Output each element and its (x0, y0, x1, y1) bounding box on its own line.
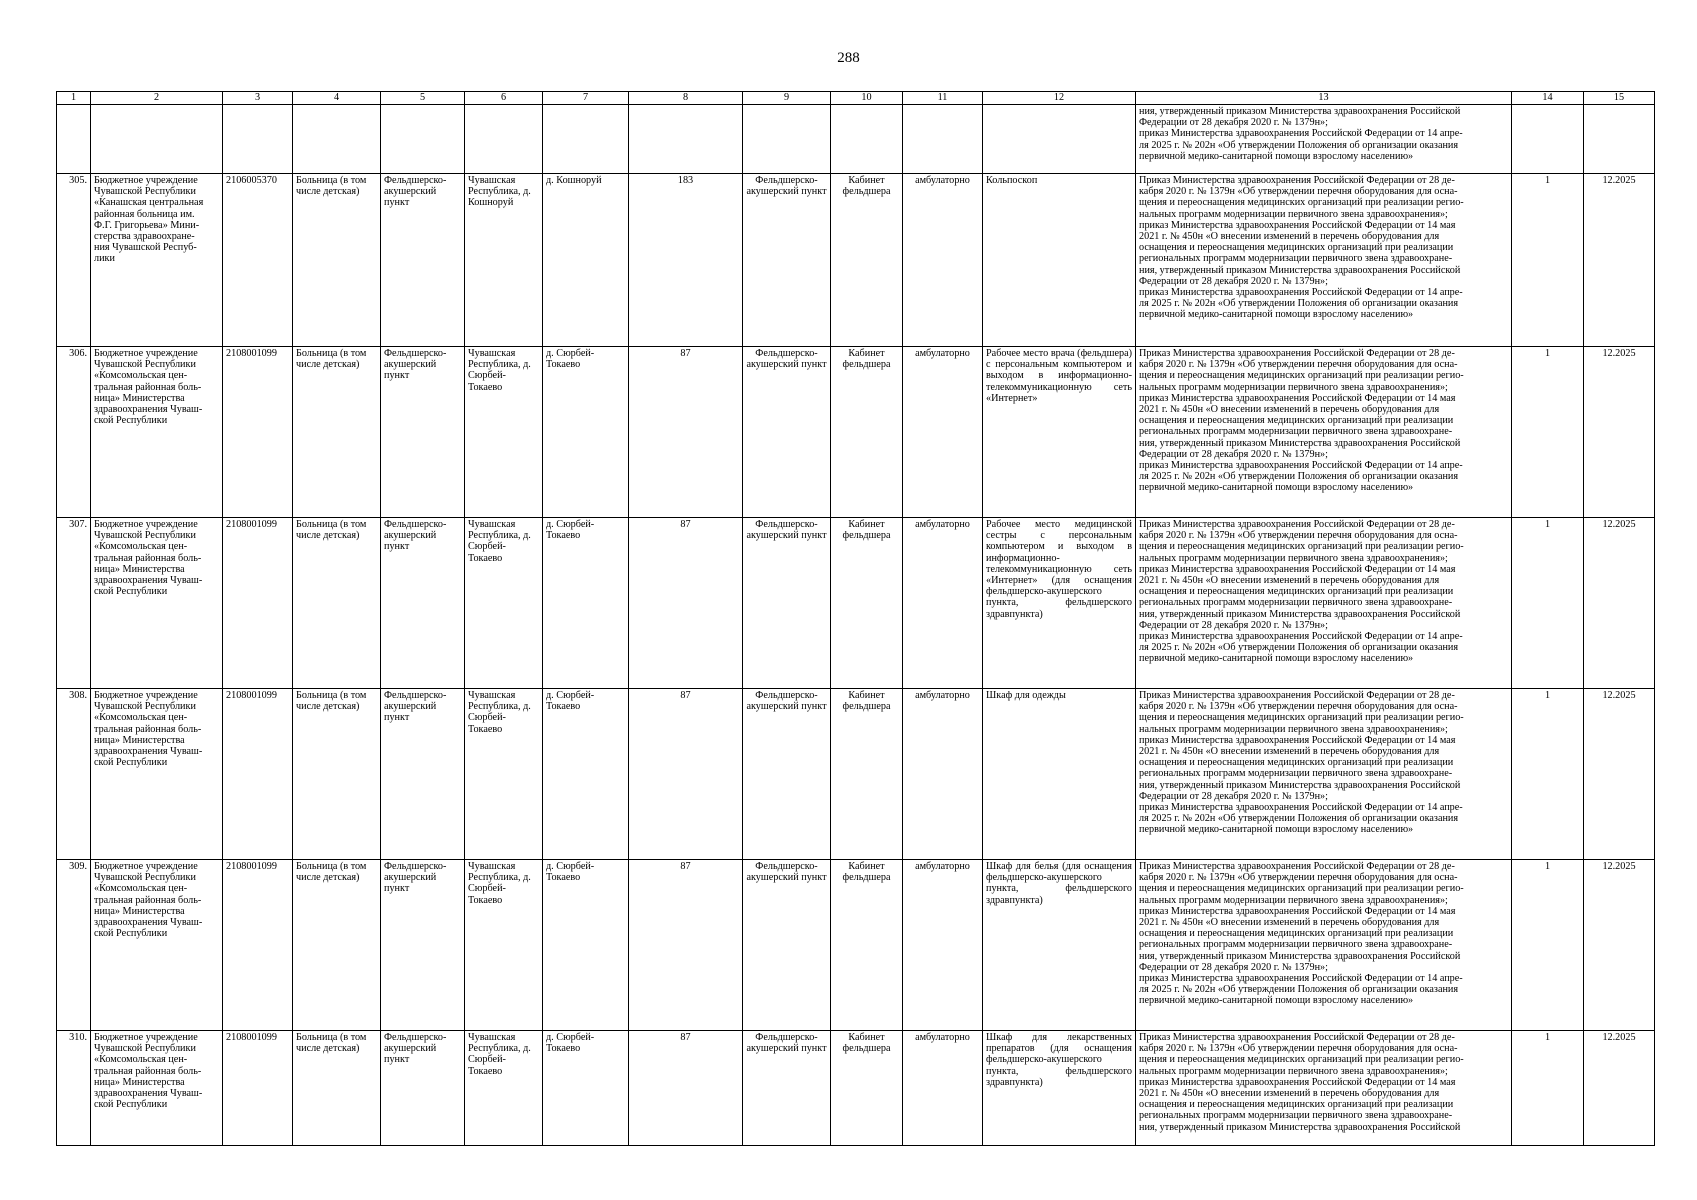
inn-code: 2108001099 (223, 347, 293, 518)
col-10-header: 10 (831, 92, 903, 105)
organization-name: Бюджетное учреждение Чувашской Республики «Комсомольская цен- тральная районная боль- ница» Министерства здравоохранения Чуваш- ской Республики (91, 689, 223, 860)
population-count: 87 (629, 860, 743, 1031)
col-4-header: 4 (293, 92, 381, 105)
structural-unit: Фельдшерско-акушерский пункт (381, 860, 465, 1031)
room-name: Кабинет фельдшера (831, 347, 903, 518)
locality: д. Сюрбей-Токаево (543, 518, 629, 689)
region-address: Чувашская Республика, д. Сюрбей-Токаево (465, 860, 543, 1031)
region-address: Чувашская Республика, д. Кошноруй (465, 174, 543, 347)
due-date: 12.2025 (1584, 860, 1655, 1031)
continuation-row (57, 105, 1655, 174)
facility-type: Больница (в том числе детская) (293, 518, 381, 689)
inn-code: 2108001099 (223, 1031, 293, 1146)
structural-unit: Фельдшерско-акушерский пункт (381, 174, 465, 347)
col-6-header: 6 (465, 92, 543, 105)
col-3-header: 3 (223, 92, 293, 105)
equipment-name: Шкаф для белья (для оснащения фельдшерско-акушерского пункта, фельдшерского здравпункта) (983, 860, 1136, 1031)
population-count: 183 (629, 174, 743, 347)
inn-code: 2108001099 (223, 860, 293, 1031)
equipment-table (56, 91, 1655, 1146)
due-date: 12.2025 (1584, 174, 1655, 347)
organization-name: Бюджетное учреждение Чувашской Республики «Комсомольская цен- тральная районная боль- ница» Министерства здравоохранения Чуваш- ской Республики (91, 1031, 223, 1146)
equipment-name: Рабочее место медицинской сестры с персональным компьютером и выходом в информационно-телекоммуникационную сеть «Интернет» (для оснащения фельдшерско-акушерского пункта, фельдшерского здравпункта) (983, 518, 1136, 689)
care-condition: амбулаторно (903, 174, 983, 347)
legal-basis: Приказ Министерства здравоохранения Российской Федерации от 28 де- кабря 2020 г. № 1379н «Об утверждении перечня оборудования для осна- щения и переоснащения медицинских организаций при реализации регио- нальных программ модернизации первичного звена здравоохранения»; приказ Министерства здравоохранения Российской Федерации от 14 мая 2021 г. № 450н «О внесении изменений в перечень оборудования для оснащения и переоснащения медицинских организаций при реализации региональных программ модернизации первичного звена здравоохране- ния, утвержденный приказом Министерства здравоохранения Российской (1136, 1031, 1512, 1146)
locality: д. Сюрбей-Токаево (543, 860, 629, 1031)
region-address: Чувашская Республика, д. Сюрбей-Токаево (465, 518, 543, 689)
equipment-name: Кольпоскоп (983, 174, 1136, 347)
care-condition: амбулаторно (903, 689, 983, 860)
quantity: 1 (1512, 1031, 1584, 1146)
region-address: Чувашская Республика, д. Сюрбей-Токаево (465, 347, 543, 518)
table-row (57, 1031, 1655, 1146)
organization-name: Бюджетное учреждение Чувашской Республики «Комсомольская цен- тральная районная боль- ница» Министерства здравоохранения Чуваш- ской Республики (91, 347, 223, 518)
quantity: 1 (1512, 347, 1584, 518)
row-number: 309. (57, 860, 91, 1031)
division-name: Фельдшерско-акушерский пункт (743, 347, 831, 518)
quantity: 1 (1512, 860, 1584, 1031)
table-row (57, 347, 1655, 518)
facility-type: Больница (в том числе детская) (293, 174, 381, 347)
col-2-header: 2 (91, 92, 223, 105)
col-13-header: 13 (1136, 92, 1512, 105)
care-condition: амбулаторно (903, 1031, 983, 1146)
quantity: 1 (1512, 518, 1584, 689)
division-name: Фельдшерско-акушерский пункт (743, 689, 831, 860)
structural-unit: Фельдшерско-акушерский пункт (381, 347, 465, 518)
inn-code: 2106005370 (223, 174, 293, 347)
division-name: Фельдшерско-акушерский пункт (743, 860, 831, 1031)
column-number-row (57, 92, 1655, 105)
row-number: 307. (57, 518, 91, 689)
row-number: 308. (57, 689, 91, 860)
due-date: 12.2025 (1584, 1031, 1655, 1146)
col-8-header: 8 (629, 92, 743, 105)
equipment-name: Шкаф для одежды (983, 689, 1136, 860)
col-5-header: 5 (381, 92, 465, 105)
organization-name: Бюджетное учреждение Чувашской Республики «Комсомольская цен- тральная районная боль- ница» Министерства здравоохранения Чуваш- ской Республики (91, 518, 223, 689)
due-date: 12.2025 (1584, 347, 1655, 518)
structural-unit: Фельдшерско-акушерский пункт (381, 689, 465, 860)
table-row (57, 860, 1655, 1031)
col-12-header: 12 (983, 92, 1136, 105)
legal-basis: Приказ Министерства здравоохранения Российской Федерации от 28 де- кабря 2020 г. № 1379н «Об утверждении перечня оборудования для осна- щения и переоснащения медицинских организаций при реализации регио- нальных программ модернизации первичного звена здравоохранения»; приказ Министерства здравоохранения Российской Федерации от 14 мая 2021 г. № 450н «О внесении изменений в перечень оборудования для оснащения и переоснащения медицинских организаций при реализации региональных программ модернизации первичного звена здравоохране- ния, утвержденный приказом Министерства здравоохранения Российской Федерации от 28 декабря 2020 г. № 1379н»; приказ Министерства здравоохранения Российской Федерации от 14 апре- ля 2025 г. № 202н «Об утверждении Положения об организации оказания первичной медико-санитарной помощи взрослому населению» (1136, 860, 1512, 1031)
population-count: 87 (629, 347, 743, 518)
inn-code: 2108001099 (223, 689, 293, 860)
equipment-name: Шкаф для лекарственных препаратов (для оснащения фельдшерско-акушерского пункта, фельдшерского здравпункта) (983, 1031, 1136, 1146)
continuation-basis: ния, утвержденный приказом Министерства здравоохранения Российской Федерации от 28 декабря 2020 г. № 1379н»; приказ Министерства здравоохранения Российской Федерации от 14 апре- ля 2025 г. № 202н «Об утверждении Положения об организации оказания первичной медико-санитарной помощи взрослому населению» (1136, 105, 1512, 174)
row-number: 310. (57, 1031, 91, 1146)
region-address: Чувашская Республика, д. Сюрбей-Токаево (465, 689, 543, 860)
locality: д. Сюрбей-Токаево (543, 347, 629, 518)
division-name: Фельдшерско-акушерский пункт (743, 174, 831, 347)
legal-basis: Приказ Министерства здравоохранения Российской Федерации от 28 де- кабря 2020 г. № 1379н «Об утверждении перечня оборудования для осна- щения и переоснащения медицинских организаций при реализации регио- нальных программ модернизации первичного звена здравоохранения»; приказ Министерства здравоохранения Российской Федерации от 14 мая 2021 г. № 450н «О внесении изменений в перечень оборудования для оснащения и переоснащения медицинских организаций при реализации региональных программ модернизации первичного звена здравоохране- ния, утвержденный приказом Министерства здравоохранения Российской Федерации от 28 декабря 2020 г. № 1379н»; приказ Министерства здравоохранения Российской Федерации от 14 апре- ля 2025 г. № 202н «Об утверждении Положения об организации оказания первичной медико-санитарной помощи взрослому населению» (1136, 174, 1512, 347)
locality: д. Сюрбей-Токаево (543, 1031, 629, 1146)
population-count: 87 (629, 689, 743, 860)
population-count: 87 (629, 518, 743, 689)
room-name: Кабинет фельдшера (831, 518, 903, 689)
facility-type: Больница (в том числе детская) (293, 347, 381, 518)
division-name: Фельдшерско-акушерский пункт (743, 1031, 831, 1146)
quantity: 1 (1512, 689, 1584, 860)
quantity: 1 (1512, 174, 1584, 347)
row-number: 306. (57, 347, 91, 518)
organization-name: Бюджетное учреждение Чувашской Республики «Комсомольская цен- тральная районная боль- ница» Министерства здравоохранения Чуваш- ской Республики (91, 860, 223, 1031)
organization-name: Бюджетное учреждение Чувашской Республики «Канашская центральная районная больница им. Ф.Г. Григорьева» Мини- стерства здравоохране- ния Чувашской Респуб- лики (91, 174, 223, 347)
due-date: 12.2025 (1584, 689, 1655, 860)
col-7-header: 7 (543, 92, 629, 105)
table-row (57, 518, 1655, 689)
care-condition: амбулаторно (903, 347, 983, 518)
locality: д. Кошноруй (543, 174, 629, 347)
row-number: 305. (57, 174, 91, 347)
facility-type: Больница (в том числе детская) (293, 689, 381, 860)
structural-unit: Фельдшерско-акушерский пункт (381, 1031, 465, 1146)
room-name: Кабинет фельдшера (831, 1031, 903, 1146)
room-name: Кабинет фельдшера (831, 860, 903, 1031)
table-row (57, 689, 1655, 860)
facility-type: Больница (в том числе детская) (293, 860, 381, 1031)
inn-code: 2108001099 (223, 518, 293, 689)
locality: д. Сюрбей-Токаево (543, 689, 629, 860)
room-name: Кабинет фельдшера (831, 689, 903, 860)
legal-basis: Приказ Министерства здравоохранения Российской Федерации от 28 де- кабря 2020 г. № 1379н «Об утверждении перечня оборудования для осна- щения и переоснащения медицинских организаций при реализации регио- нальных программ модернизации первичного звена здравоохранения»; приказ Министерства здравоохранения Российской Федерации от 14 мая 2021 г. № 450н «О внесении изменений в перечень оборудования для оснащения и переоснащения медицинских организаций при реализации региональных программ модернизации первичного звена здравоохране- ния, утвержденный приказом Министерства здравоохранения Российской Федерации от 28 декабря 2020 г. № 1379н»; приказ Министерства здравоохранения Российской Федерации от 14 апре- ля 2025 г. № 202н «Об утверждении Положения об организации оказания первичной медико-санитарной помощи взрослому населению» (1136, 518, 1512, 689)
col-1-header: 1 (57, 92, 91, 105)
col-15-header: 15 (1584, 92, 1655, 105)
region-address: Чувашская Республика, д. Сюрбей-Токаево (465, 1031, 543, 1146)
division-name: Фельдшерско-акушерский пункт (743, 518, 831, 689)
col-9-header: 9 (743, 92, 831, 105)
col-11-header: 11 (903, 92, 983, 105)
table-row (57, 174, 1655, 347)
legal-basis: Приказ Министерства здравоохранения Российской Федерации от 28 де- кабря 2020 г. № 1379н «Об утверждении перечня оборудования для осна- щения и переоснащения медицинских организаций при реализации регио- нальных программ модернизации первичного звена здравоохранения»; приказ Министерства здравоохранения Российской Федерации от 14 мая 2021 г. № 450н «О внесении изменений в перечень оборудования для оснащения и переоснащения медицинских организаций при реализации региональных программ модернизации первичного звена здравоохране- ния, утвержденный приказом Министерства здравоохранения Российской Федерации от 28 декабря 2020 г. № 1379н»; приказ Министерства здравоохранения Российской Федерации от 14 апре- ля 2025 г. № 202н «Об утверждении Положения об организации оказания первичной медико-санитарной помощи взрослому населению» (1136, 347, 1512, 518)
care-condition: амбулаторно (903, 518, 983, 689)
page-number: 288 (837, 50, 860, 66)
population-count: 87 (629, 1031, 743, 1146)
col-14-header: 14 (1512, 92, 1584, 105)
facility-type: Больница (в том числе детская) (293, 1031, 381, 1146)
legal-basis: Приказ Министерства здравоохранения Российской Федерации от 28 де- кабря 2020 г. № 1379н «Об утверждении перечня оборудования для осна- щения и переоснащения медицинских организаций при реализации регио- нальных программ модернизации первичного звена здравоохранения»; приказ Министерства здравоохранения Российской Федерации от 14 мая 2021 г. № 450н «О внесении изменений в перечень оборудования для оснащения и переоснащения медицинских организаций при реализации региональных программ модернизации первичного звена здравоохране- ния, утвержденный приказом Министерства здравоохранения Российской Федерации от 28 декабря 2020 г. № 1379н»; приказ Министерства здравоохранения Российской Федерации от 14 апре- ля 2025 г. № 202н «Об утверждении Положения об организации оказания первичной медико-санитарной помощи взрослому населению» (1136, 689, 1512, 860)
room-name: Кабинет фельдшера (831, 174, 903, 347)
due-date: 12.2025 (1584, 518, 1655, 689)
equipment-name: Рабочее место врача (фельдшера) с персональным компьютером и выходом в информационно-телекоммуникационную сеть «Интернет» (983, 347, 1136, 518)
structural-unit: Фельдшерско-акушерский пункт (381, 518, 465, 689)
care-condition: амбулаторно (903, 860, 983, 1031)
